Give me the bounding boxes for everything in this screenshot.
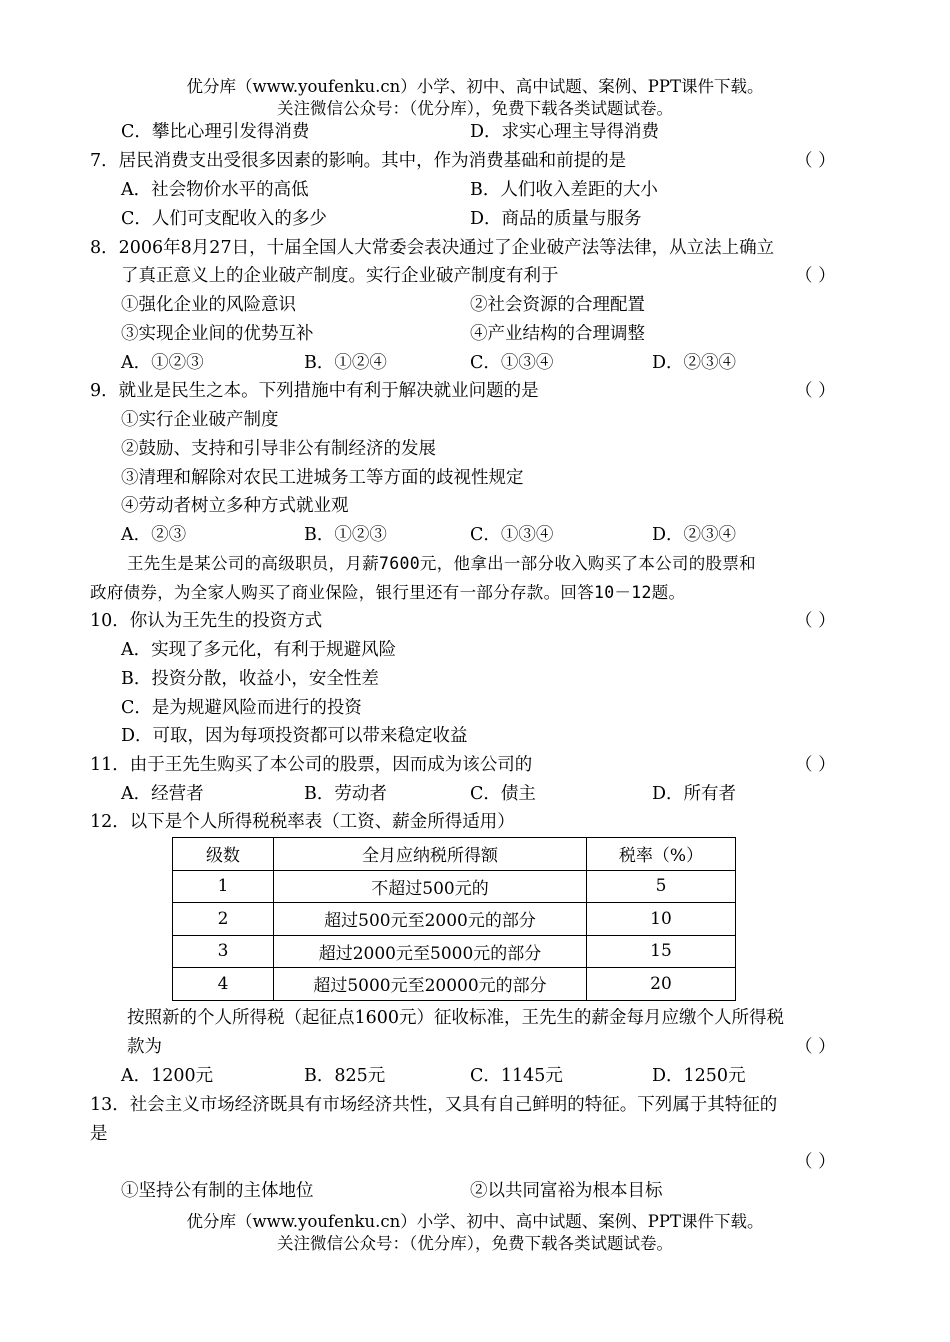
q11-option-c: C．债主 [470, 784, 536, 804]
q11-stem: 11．由于王先生购买了本公司的股票，因而成为该公司的 [90, 755, 533, 775]
table-cell: 超过2000元至5000元的部分 [274, 935, 587, 968]
q7-stem: 7．居民消费支出受很多因素的影响。其中，作为消费基础和前提的是 [90, 151, 627, 171]
q8-statement-1: ①强化企业的风险意识 [121, 295, 296, 315]
q10-option-b: B．投资分散，收益小，安全性差 [121, 669, 379, 689]
passage-line-1: 王先生是某公司的高级职员，月薪7600元，他拿出一部分收入购买了本公司的股票和 [127, 554, 756, 573]
q12-text-2: 款为 [127, 1037, 162, 1057]
q9-answer-paren: （ ） [795, 381, 836, 401]
q8-stem-1: 8．2006年8月27日，十届全国人大常委会表决通过了企业破产法等法律，从立法上确立 [90, 238, 775, 258]
q9-option-c: C．①③④ [470, 525, 554, 545]
table-header-cell: 税率（%） [587, 838, 736, 871]
table-cell: 不超过500元的 [274, 870, 587, 903]
q8-option-d: D．②③④ [652, 353, 737, 373]
q8-statement-3: ③实现企业间的优势互补 [121, 324, 314, 344]
q11-answer-paren: （ ） [795, 755, 836, 775]
table-cell: 4 [173, 968, 274, 1001]
table-header-cell: 全月应纳税所得额 [274, 838, 587, 871]
q8-statement-2: ②社会资源的合理配置 [470, 295, 645, 315]
q11-option-b: B．劳动者 [304, 784, 387, 804]
q11-option-d: D．所有者 [652, 784, 737, 804]
q9-stem: 9．就业是民生之本。下列措施中有利于解决就业问题的是 [90, 381, 539, 401]
q6-option-c: C．攀比心理引发得消费 [121, 122, 310, 142]
table-cell: 2 [173, 903, 274, 936]
q7-option-b: B．人们收入差距的大小 [470, 180, 658, 200]
q13-statement-2: ②以共同富裕为根本目标 [470, 1181, 663, 1201]
footer-line-1: 优分库（www.youfenku.cn）小学、初中、高中试题、案例、PPT课件下载。 [186, 1212, 764, 1231]
tax-rate-table [172, 837, 736, 1001]
q13-stem-2: 是 [90, 1124, 108, 1144]
q13-stem-1: 13．社会主义市场经济既具有市场经济共性，又具有自己鲜明的特征。下列属于其特征的 [90, 1095, 778, 1115]
q9-statement-4: ④劳动者树立多种方式就业观 [121, 496, 349, 516]
q8-answer-paren: （ ） [795, 266, 836, 286]
table-row [173, 935, 736, 968]
header-line-2: 关注微信公众号：（优分库），免费下载各类试题试卷。 [277, 99, 673, 118]
q13-answer-paren: （ ） [795, 1152, 836, 1172]
q13-statement-1: ①坚持公有制的主体地位 [121, 1181, 314, 1201]
table-cell: 超过500元至2000元的部分 [274, 903, 587, 936]
q10-stem: 10．你认为王先生的投资方式 [90, 611, 323, 631]
table-header-cell: 级数 [173, 838, 274, 871]
q12-answer-paren: （ ） [795, 1037, 836, 1057]
q12-option-d: D．1250元 [652, 1066, 746, 1086]
q9-option-d: D．②③④ [652, 525, 737, 545]
table-cell: 15 [587, 935, 736, 968]
table-cell: 10 [587, 903, 736, 936]
q12-option-a: A．1200元 [121, 1066, 214, 1086]
passage-line-2: 政府债券，为全家人购买了商业保险，银行里还有一部分存款。回答10－12题。 [90, 583, 686, 602]
q8-option-b: B．①②④ [304, 353, 387, 373]
q7-option-a: A．社会物价水平的高低 [121, 180, 309, 200]
table-row [173, 903, 736, 936]
q10-option-d: D．可取，因为每项投资都可以带来稳定收益 [121, 726, 468, 746]
q12-text-1: 按照新的个人所得税（起征点1600元）征收标准，王先生的薪金每月应缴个人所得税 [127, 1008, 785, 1028]
q8-stem-2: 了真正意义上的企业破产制度。实行企业破产制度有利于 [121, 266, 559, 286]
table-row [173, 968, 736, 1001]
q9-statement-3: ③清理和解除对农民工进城务工等方面的歧视性规定 [121, 468, 524, 488]
q9-statement-2: ②鼓励、支持和引导非公有制经济的发展 [121, 439, 436, 459]
header-line-1: 优分库（www.youfenku.cn）小学、初中、高中试题、案例、PPT课件下载。 [186, 77, 764, 96]
q8-option-c: C．①③④ [470, 353, 554, 373]
q9-option-a: A．②③ [121, 525, 187, 545]
table-cell: 3 [173, 935, 274, 968]
table-cell: 1 [173, 870, 274, 903]
q10-option-c: C．是为规避风险而进行的投资 [121, 698, 362, 718]
q12-option-c: C．1145元 [470, 1066, 563, 1086]
q10-answer-paren: （ ） [795, 611, 836, 631]
q12-option-b: B．825元 [304, 1066, 386, 1086]
table-header-row [173, 838, 736, 871]
footer-line-2: 关注微信公众号：（优分库），免费下载各类试题试卷。 [277, 1234, 673, 1253]
table-cell: 超过5000元至20000元的部分 [274, 968, 587, 1001]
q9-statement-1: ①实行企业破产制度 [121, 410, 279, 430]
table-row [173, 870, 736, 903]
table-cell: 20 [587, 968, 736, 1001]
q10-option-a: A．实现了多元化，有利于规避风险 [121, 640, 397, 660]
q8-statement-4: ④产业结构的合理调整 [470, 324, 645, 344]
q6-option-d: D．求实心理主导得消费 [470, 122, 660, 142]
q7-option-c: C．人们可支配收入的多少 [121, 209, 327, 229]
q7-option-d: D．商品的质量与服务 [470, 209, 642, 229]
q9-option-b: B．①②③ [304, 525, 387, 545]
table-cell: 5 [587, 870, 736, 903]
q11-option-a: A．经营者 [121, 784, 204, 804]
q8-option-a: A．①②③ [121, 353, 204, 373]
q12-stem: 12．以下是个人所得税税率表（工资、薪金所得适用） [90, 812, 515, 832]
q7-answer-paren: （ ） [795, 151, 836, 171]
